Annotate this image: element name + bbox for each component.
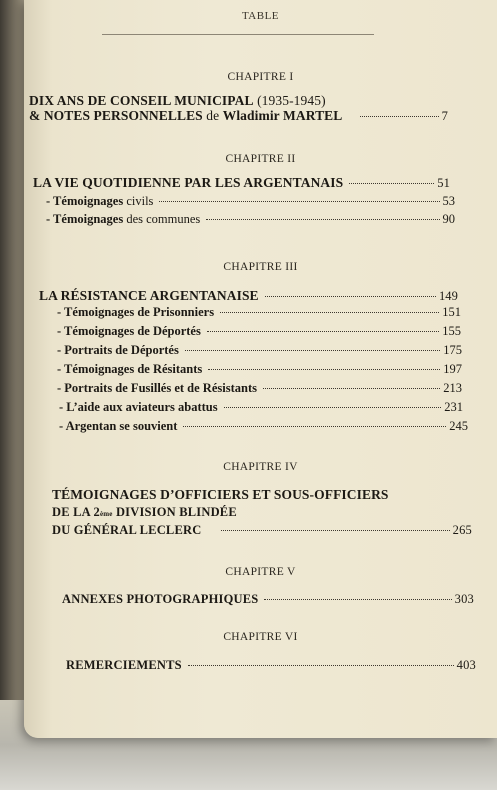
leader-dots xyxy=(208,369,440,370)
sub-entry-label: - Témoignages xyxy=(46,194,124,208)
chapter-6-title: REMERCIEMENTS xyxy=(66,658,182,672)
chapter-3-sub-entry xyxy=(57,362,462,377)
chapter-4-page: 265 xyxy=(452,523,472,537)
sub-entry-label: - Témoignages de Déportés xyxy=(57,324,201,338)
leader-dots xyxy=(264,599,451,600)
sub-entry-label: - Portraits de Déportés xyxy=(57,343,179,357)
chapter-2-label: CHAPITRE II xyxy=(225,153,296,165)
chapter-6-label: CHAPITRE VI xyxy=(223,631,298,643)
sub-entry-page: 197 xyxy=(443,362,462,376)
chapter-3-sub-entry xyxy=(57,343,462,358)
chapter-3-sub-entry xyxy=(59,419,468,434)
chapter-1-title-line2 xyxy=(29,108,448,124)
sub-entry-page: 175 xyxy=(443,343,462,357)
chapter-4-general: DU GÉNÉRAL LECLERC xyxy=(52,523,202,537)
book-page xyxy=(24,0,497,738)
sub-entry-label: - Témoignages de Prisonniers xyxy=(57,305,215,319)
leader-dots xyxy=(360,116,438,117)
chapter-2-sub-entry xyxy=(46,194,455,209)
page-header: TABLE xyxy=(241,10,280,22)
sub-entry-page: 53 xyxy=(442,194,455,208)
chapter-3-main-entry xyxy=(39,288,458,304)
sub-entry-label: - Témoignages de Résitants xyxy=(57,362,203,376)
chapter-1-title-line1 xyxy=(29,93,326,109)
chapter-2-title: LA VIE QUOTIDIENNE PAR LES ARGENTANAIS xyxy=(33,175,344,190)
chapter-4-superscript: ème xyxy=(99,510,113,518)
leader-dots xyxy=(183,426,446,427)
sub-entry-label: - Témoignages xyxy=(46,212,124,226)
chapter-6-entry xyxy=(66,658,476,673)
chapter-4-label: CHAPITRE IV xyxy=(223,461,298,473)
chapter-3-sub-entry xyxy=(57,305,461,320)
chapter-3-title: LA RÉSISTANCE ARGENTANAISE xyxy=(39,288,259,303)
leader-dots xyxy=(349,183,434,184)
sub-entry-page: 213 xyxy=(443,381,462,395)
sub-entry-label-rest: des communes xyxy=(126,212,201,226)
chapter-1-title-years: (1935-1945) xyxy=(257,93,326,108)
leader-dots xyxy=(221,530,449,531)
chapter-2-page: 51 xyxy=(437,176,450,190)
chapter-4-title-line2 xyxy=(52,505,237,520)
leader-dots xyxy=(207,331,439,332)
chapter-2-main-entry xyxy=(33,175,450,191)
chapter-1-label: CHAPITRE I xyxy=(227,71,294,83)
chapter-4-division-prefix: DE LA 2 xyxy=(52,505,100,519)
chapter-3-sub-entry xyxy=(57,381,462,396)
leader-dots xyxy=(220,312,439,313)
chapter-6-page: 403 xyxy=(456,658,476,672)
leader-dots xyxy=(206,219,439,220)
chapter-5-title: ANNEXES PHOTOGRAPHIQUES xyxy=(62,592,259,606)
sub-entry-page: 245 xyxy=(449,419,468,433)
chapter-5-entry xyxy=(62,592,474,607)
leader-dots xyxy=(265,296,436,297)
chapter-4-title: TÉMOIGNAGES D’OFFICIERS ET SOUS-OFFICIERS xyxy=(52,487,389,502)
sub-entry-label: - L’aide aux aviateurs abattus xyxy=(59,400,218,414)
sub-entry-page: 155 xyxy=(442,324,461,338)
chapter-1-author: Wladimir MARTEL xyxy=(222,108,343,123)
chapter-4-title-line3 xyxy=(52,523,472,538)
sub-entry-page: 151 xyxy=(442,305,461,319)
chapter-1-title-bold: DIX ANS DE CONSEIL MUNICIPAL xyxy=(29,93,254,108)
chapter-1-de: de xyxy=(206,108,220,123)
chapter-1-page: 7 xyxy=(441,109,448,123)
chapter-4-division: DIVISION BLINDÉE xyxy=(115,505,237,519)
chapter-3-sub-entry xyxy=(57,324,461,339)
sub-entry-page: 231 xyxy=(444,400,463,414)
leader-dots xyxy=(185,350,440,351)
sub-entry-label-rest: civils xyxy=(126,194,154,208)
chapter-3-label: CHAPITRE III xyxy=(223,261,298,273)
sub-entry-label: - Portraits de Fusillés et de Résistants xyxy=(57,381,257,395)
chapter-2-sub-entry xyxy=(46,212,455,227)
chapter-5-page: 303 xyxy=(454,592,474,606)
sub-entry-page: 90 xyxy=(442,212,455,226)
chapter-3-sub-entry xyxy=(59,400,463,415)
chapter-3-page: 149 xyxy=(438,289,458,303)
table-of-contents xyxy=(24,0,497,738)
chapter-4-title-line1 xyxy=(52,487,389,503)
leader-dots xyxy=(159,201,439,202)
leader-dots xyxy=(188,665,454,666)
chapter-1-notes: & NOTES PERSONNELLES xyxy=(29,108,203,123)
leader-dots xyxy=(263,388,440,389)
leader-dots xyxy=(224,407,442,408)
header-rule xyxy=(102,34,374,35)
sub-entry-label: - Argentan se souvient xyxy=(59,419,178,433)
chapter-5-label: CHAPITRE V xyxy=(225,566,296,578)
